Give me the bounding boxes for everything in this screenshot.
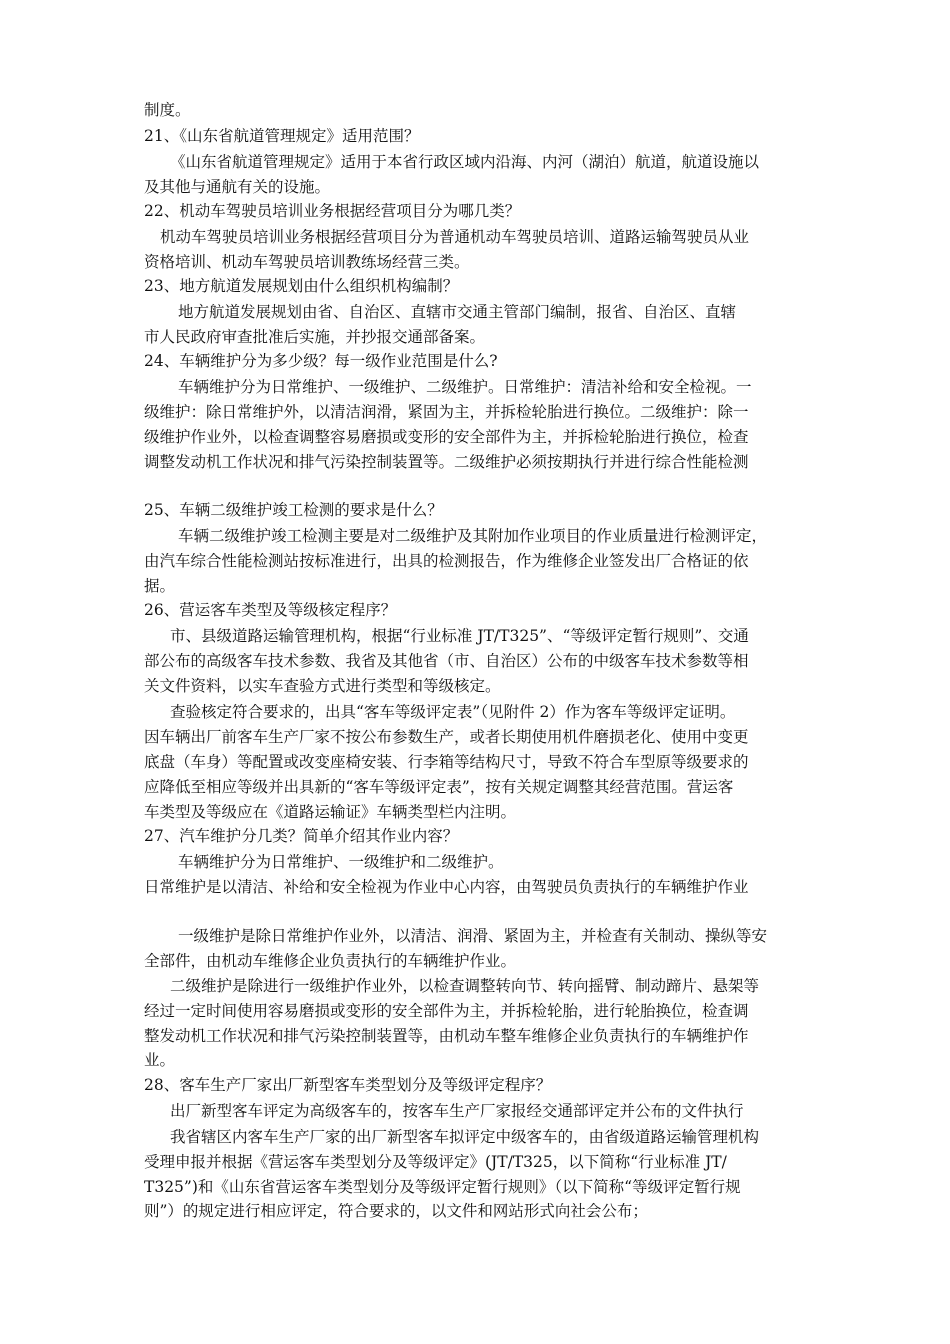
text-line: 出厂新型客车评定为高级客车的，按客车生产厂家报经交通部评定并公布的文件执行 [170,1102,744,1120]
text-line: 级维护：除日常维护外，以清洁润滑，紧固为主，并拆检轮胎进行换位。二级维护：除一 [144,403,749,421]
text-line: 制度。 [144,101,191,119]
text-line: 市人民政府审查批准后实施，并抄报交通部备案。 [144,328,486,346]
text-line: 机动车驾驶员培训业务根据经营项目分为普通机动车驾驶员培训、道路运输驾驶员从业 [160,228,750,246]
question-heading: 28、客车生产厂家出厂新型客车类型划分及等级评定程序？ [144,1076,552,1094]
text-line: 关文件资料，以实车查验方式进行类型和等级核定。 [144,677,501,695]
text-line: 应降低至相应等级并出具新的“客车等级评定表”，按有关规定调整其经营范围。营运客 [144,778,734,796]
question-heading: 21、《山东省航道管理规定》适用范围？ [144,127,420,145]
text-line: 业。 [144,1051,176,1069]
text-line: 《山东省航道管理规定》适用于本省行政区域内沿海、内河（湖泊）航道，航道设施以 [170,153,760,171]
question-heading: 25、车辆二级维护竣工检测的要求是什么？ [144,501,443,519]
text-line: 全部件，由机动车维修企业负责执行的车辆维护作业。 [144,952,517,970]
text-line: 由汽车综合性能检测站按标准进行，出具的检测报告，作为维修企业签发出厂合格证的依 [144,552,749,570]
text-line: 车辆维护分为日常维护、一级维护和二级维护。 [178,853,504,871]
text-line: 查验核定符合要求的，出具“客车等级评定表”（见附件 2）作为客车等级评定证明。 [170,703,736,721]
text-line: 车类型及等级应在《道路运输证》车辆类型栏内注明。 [144,803,517,821]
question-heading: 26、营运客车类型及等级核定程序？ [144,601,397,619]
text-line: 市、县级道路运输管理机构，根据“行业标准 JT/T325”、“等级评定暂行规则”、交通 [170,627,749,645]
text-line: 调整发动机工作状况和排气污染控制装置等。二级维护必须按期执行并进行综合性能检测 [144,453,749,471]
question-heading: 23、地方航道发展规划由什么组织机构编制？ [144,277,459,295]
question-heading: 24、车辆维护分为多少级？每一级作业范围是什么? [144,352,498,370]
question-heading: 27、汽车维护分几类？简单介绍其作业内容？ [144,827,459,845]
text-line: 车辆维护分为日常维护、一级维护、二级维护。日常维护：清洁补给和安全检视。一 [178,378,752,396]
text-line: 地方航道发展规划由省、自治区、直辖市交通主管部门编制，报省、自治区、直辖 [178,303,737,321]
text-line: 资格培训、机动车驾驶员培训教练场经营三类。 [144,253,470,271]
text-line: 车辆二级维护竣工检测主要是对二级维护及其附加作业项目的作业质量进行检测评定， [178,527,768,545]
text-line: 二级维护是除进行一级维护作业外，以检查调整转向节、转向摇臂、制动蹄片、悬架等 [170,977,760,995]
text-line: 一级维护是除日常维护作业外，以清洁、润滑、紧固为主，并检查有关制动、操纵等安 [178,927,768,945]
text-line: 底盘（车身）等配置或改变座椅安装、行李箱等结构尺寸，导致不符合车型原等级要求的 [144,753,749,771]
text-line: 日常维护是以清洁、补给和安全检视为作业中心内容，由驾驶员负责执行的车辆维护作业 [144,878,749,896]
text-line: 据。 [144,577,176,595]
text-line: 整发动机工作状况和排气污染控制装置等，由机动车整车维修企业负责执行的车辆维护作 [144,1027,749,1045]
text-line: 受理申报并根据《营运客车类型划分及等级评定》(JT/T325，以下简称“行业标准 JT/ [144,1153,727,1171]
question-heading: 22、机动车驾驶员培训业务根据经营项目分为哪几类？ [144,202,521,220]
text-line: 则”）的规定进行相应评定，符合要求的，以文件和网站形式向社会公布； [144,1202,648,1220]
text-line: 及其他与通航有关的设施。 [144,178,331,196]
text-line: 部公布的高级客车技术参数、我省及其他省（市、自治区）公布的中级客车技术参数等相 [144,652,749,670]
text-line: 级维护作业外，以检查调整容易磨损或变形的安全部件为主，并拆检轮胎进行换位，检查 [144,428,749,446]
text-line: 经过一定时间使用容易磨损或变形的安全部件为主，并拆检轮胎，进行轮胎换位，检查调 [144,1002,749,1020]
text-line: 我省辖区内客车生产厂家的出厂新型客车拟评定中级客车的，由省级道路运输管理机构 [170,1128,760,1146]
text-line: 因车辆出厂前客车生产厂家不按公布参数生产，或者长期使用机件磨损老化、使用中变更 [144,728,749,746]
text-line: T325”)和《山东省营运客车类型划分及等级评定暂行规则》（以下简称“等级评定暂行规 [144,1178,741,1196]
